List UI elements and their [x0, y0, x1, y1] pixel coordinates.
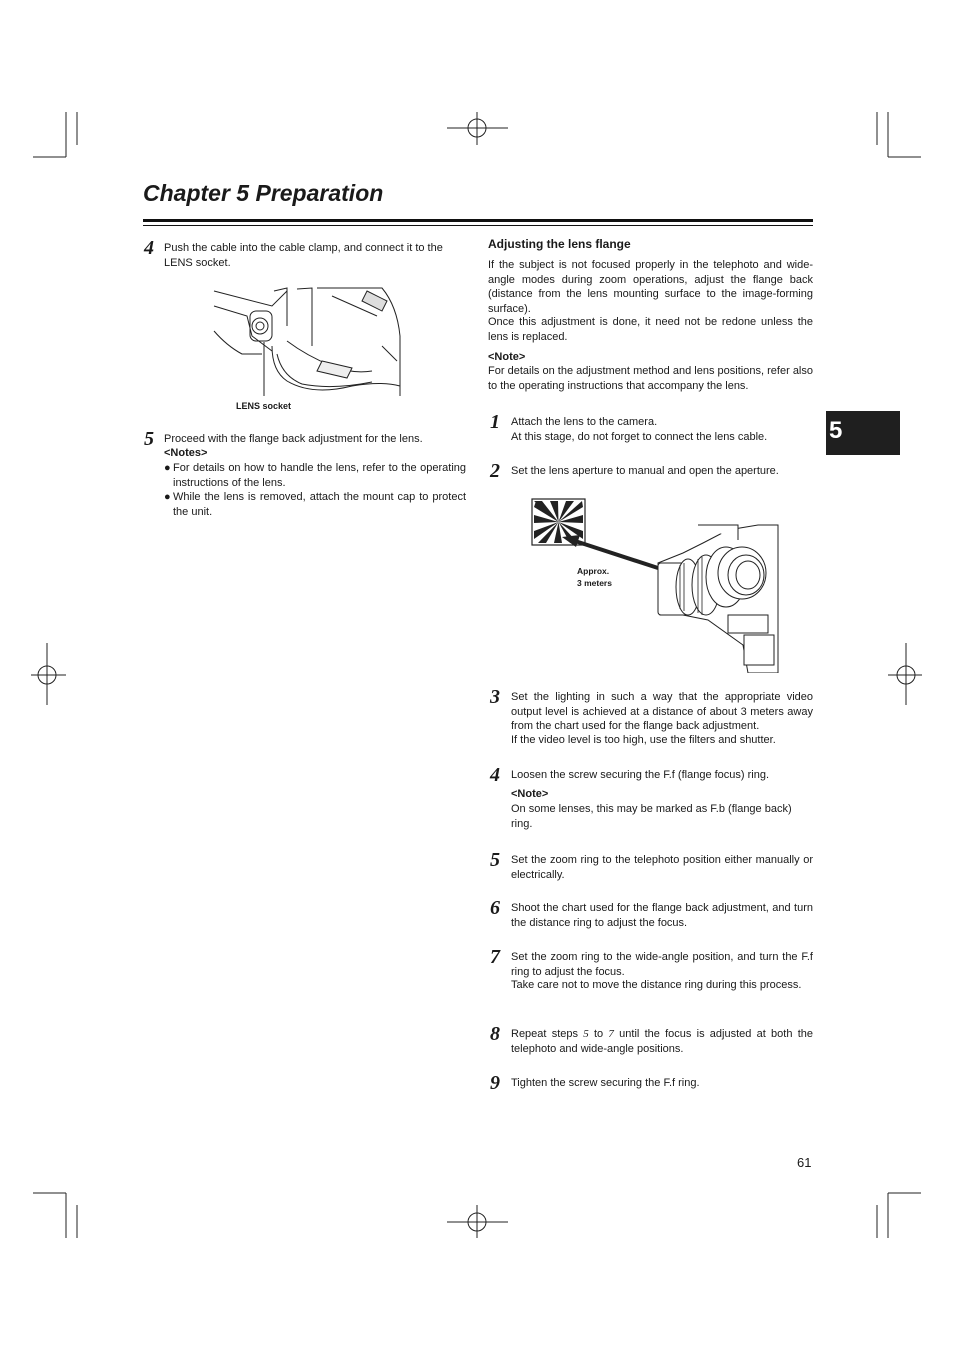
step-text: Set the lens aperture to manual and open the aperture. — [511, 465, 779, 477]
flange-chart-illustration — [528, 495, 780, 673]
note-label: <Note> — [488, 351, 526, 363]
distance-label: Approx. — [577, 566, 610, 576]
step-text: Attach the lens to the camera. — [511, 416, 658, 428]
note-label: <Note> — [511, 788, 549, 800]
distance-label: 3 meters — [577, 578, 612, 588]
lens-socket-illustration — [212, 286, 402, 398]
step-text: Loosen the screw securing the F.f (flange focus) ring. — [511, 769, 770, 781]
step-number: 4 — [144, 237, 154, 259]
step-text: Tighten the screw securing the F.f ring. — [511, 1077, 700, 1089]
step-ref: 7 — [608, 1028, 614, 1040]
step-number: 5 — [490, 849, 500, 871]
step-number: 4 — [490, 764, 500, 786]
bullet-icon: ● — [164, 462, 171, 474]
step-number: 9 — [490, 1072, 500, 1094]
header-rule-thin — [143, 225, 813, 226]
step-number: 7 — [490, 946, 500, 968]
step-number: 6 — [490, 897, 500, 919]
intro-paragraph: Once this adjustment is done, it need not be redone unless the lens is replaced. — [488, 316, 813, 343]
intro-paragraph: If the subject is not focused properly in the telephoto and wide-angle modes during zoom operations, adjust the flange back (distance from the lens mounting surface to the image-forming surface). — [488, 259, 813, 315]
step-text: If the video level is too high, use the filters and shutter. — [511, 734, 776, 746]
step-ref: 5 — [583, 1028, 589, 1040]
step-text: Shoot the chart used for the flange back adjustment, and turn the distance ring to adjust the focus. — [511, 902, 813, 929]
step-text: Proceed with the flange back adjustment for the lens. — [164, 433, 423, 445]
step-number: 1 — [490, 411, 500, 433]
notes-label: <Notes> — [164, 447, 208, 459]
bullet-icon: ● — [164, 491, 171, 503]
step-text: At this stage, do not forget to connect the lens cable. — [511, 431, 768, 443]
step-number: 8 — [490, 1023, 500, 1045]
step-text: Set the zoom ring to the wide-angle position, and turn the F.f ring to adjust the focus. — [511, 951, 813, 978]
section-heading: Adjusting the lens flange — [488, 237, 631, 251]
note-text: On some lenses, this may be marked as F.b (flange back) ring. — [511, 803, 792, 830]
header-rule — [143, 219, 813, 222]
note-bullet: For details on how to handle the lens, refer to the operating instructions of the lens. — [173, 462, 466, 489]
step-text: Repeat steps 5 to 7 until the focus is adjusted at both the telephoto and wide-angle positions. — [511, 1028, 813, 1055]
chapter-title: Chapter 5 Preparation — [143, 180, 384, 206]
step-number: 3 — [490, 686, 500, 708]
page-number: 61 — [797, 1155, 812, 1170]
step-number: 5 — [144, 428, 154, 450]
step-text: Set the lighting in such a way that the appropriate video output level is achieved at a distance of about 3 meters away from the chart used for the flange back adjustment. — [511, 691, 813, 732]
step-number: 2 — [490, 460, 500, 482]
chapter-tab-number: 5 — [829, 417, 843, 444]
step-text: Push the cable into the cable clamp, and connect it to the LENS socket. — [164, 242, 443, 269]
note-text: For details on the adjustment method and lens positions, refer also to the operating instructions that accompany the lens. — [488, 365, 813, 392]
note-bullet: While the lens is removed, attach the mount cap to protect the unit. — [173, 491, 466, 518]
step-text: Take care not to move the distance ring during this process. — [511, 979, 802, 991]
figure-caption: LENS socket — [236, 401, 292, 411]
step-text: Set the zoom ring to the telephoto position either manually or electrically. — [511, 854, 813, 881]
